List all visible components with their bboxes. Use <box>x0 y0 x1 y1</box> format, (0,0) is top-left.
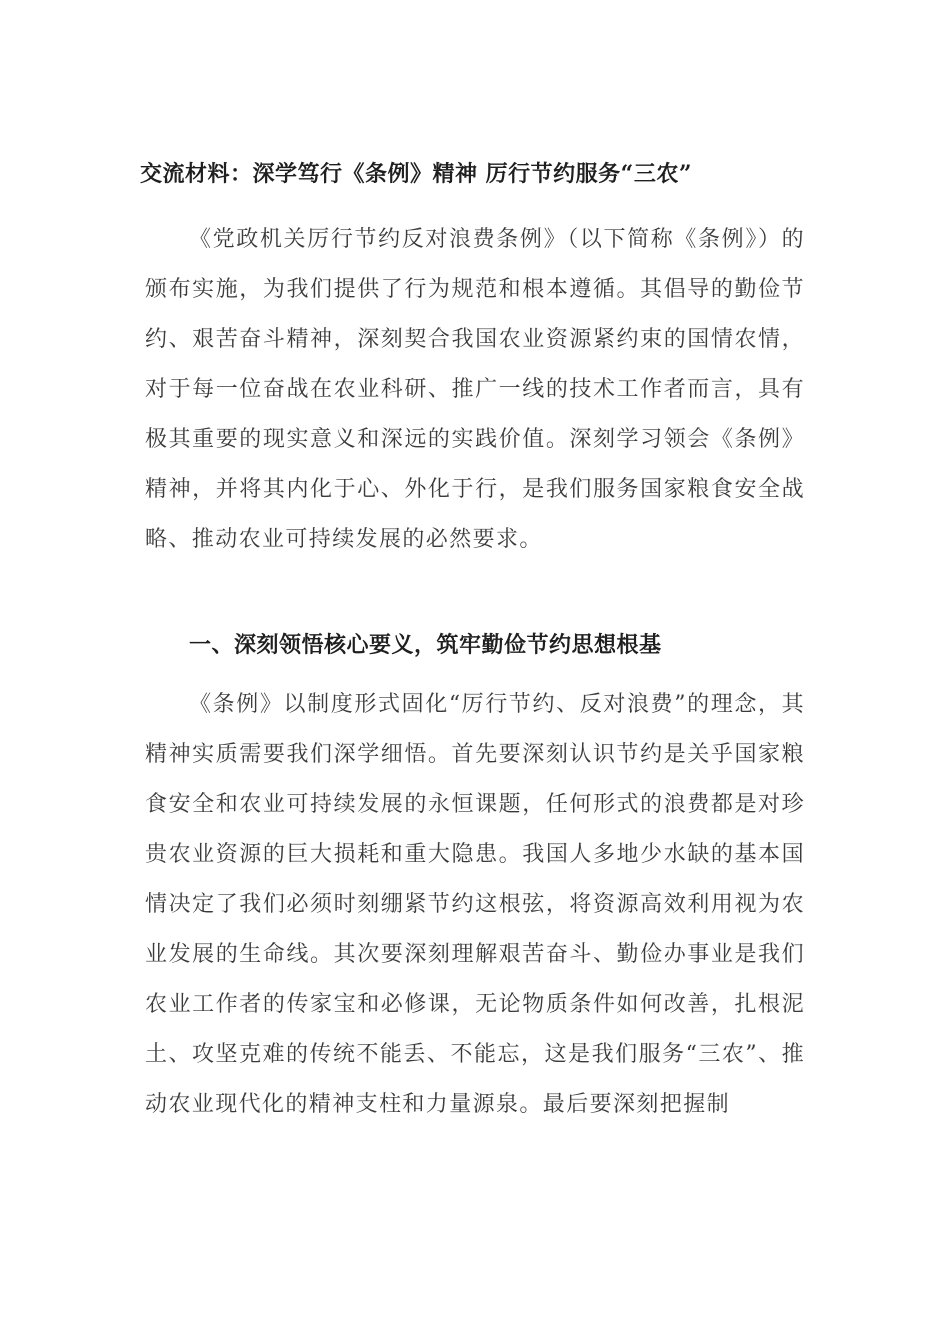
intro-paragraph: 《党政机关厉行节约反对浪费条例》（以下简称《条例》）的颁布实施，为我们提供了行为规范和根本遵循。其倡导的勤俭节约、艰苦奋斗精神，深刻契合我国农业资源紧约束的国情农情，对于每一位奋战在农业科研、推广一线的技术工作者而言，具有极其重要的现实意义和深远的实践价值。深刻学习领会《条例》精神，并将其内化于心、外化于行，是我们服务国家粮食安全战略、推动农业可持续发展的必然要求。 <box>145 227 805 552</box>
document-title: 交流材料：深学笃行《条例》精神 厉行节约服务“三农” <box>140 161 692 187</box>
section-heading: 一、深刻领悟核心要义，筑牢勤俭节约思想根基 <box>189 632 662 658</box>
section-paragraph: 《条例》以制度形式固化“厉行节约、反对浪费”的理念，其精神实质需要我们深学细悟。首先要深刻认识节约是关乎国家粮食安全和农业可持续发展的永恒课题，任何形式的浪费都是对珍贵农业资源的巨大损耗和重大隐患。我国人多地少水缺的基本国情决定了我们必须时刻绷紧节约这根弦，将资源高效利用视为农业发展的生命线。其次要深刻理解艰苦奋斗、勤俭办事业是我们农业工作者的传家宝和必修课，无论物质条件如何改善，扎根泥土、攻坚克难的传统不能丢、不能忘，这是我们服务“三农”、推动农业现代化的精神支柱和力量源泉。最后要深刻把握制 <box>145 692 805 1117</box>
